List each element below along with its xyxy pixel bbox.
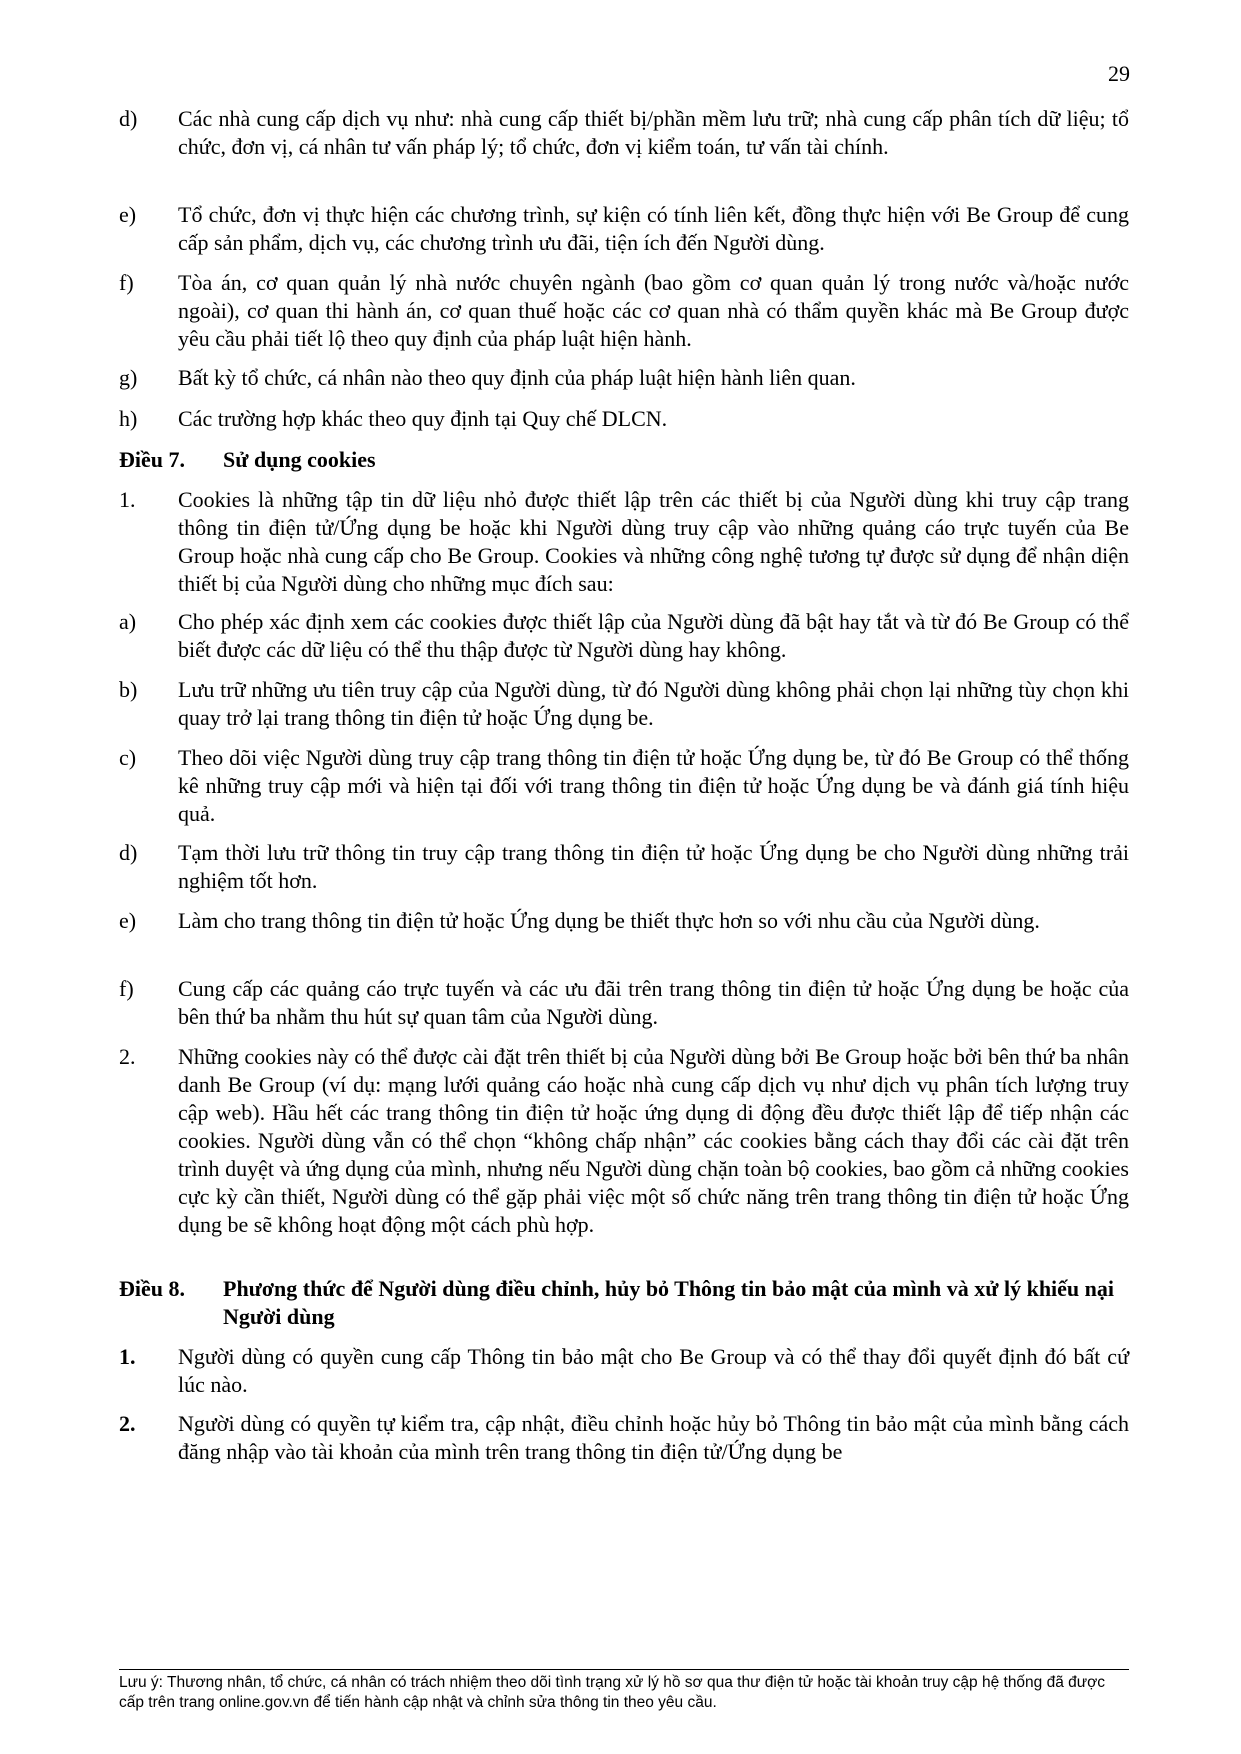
list-item-text: Các nhà cung cấp dịch vụ như: nhà cung cấp thiết bị/phần mềm lưu trữ; nhà cung cấp phân tích dữ liệu; tổ chức, đơn vị, cá nhân tư vấn pháp lý; tổ chức, đơn vị kiểm toán, tư vấn tài chính. (178, 106, 1129, 159)
list-item (119, 201, 1129, 257)
list-item-text: Người dùng có quyền tự kiểm tra, cập nhật, điều chỉnh hoặc hủy bỏ Thông tin bảo mật của mình bằng cách đăng nhập vào tài khoản của mình trên trang thông tin điện tử/Ứng dụng be (178, 1411, 1129, 1464)
article-8-title: Phương thức để Người dùng điều chỉnh, hủy bỏ Thông tin bảo mật của mình và xử lý khiếu nại Người dùng (223, 1276, 1115, 1329)
article-7-item (119, 486, 1129, 598)
list-item-text: Bất kỳ tổ chức, cá nhân nào theo quy định của pháp luật hiện hành liên quan. (178, 365, 856, 390)
article-7-item (119, 744, 1129, 828)
list-item-text: Tòa án, cơ quan quản lý nhà nước chuyên ngành (bao gồm cơ quan quản lý trong nước và/hoặc nước ngoài), cơ quan thi hành án, cơ quan thuế hoặc các cơ quan nhà có thẩm quyền khác mà Be Group được yêu cầu phải tiết lộ theo quy định của pháp luật hiện hành. (178, 270, 1129, 351)
page-number: 29 (1108, 61, 1130, 86)
list-item-label: d) (119, 840, 138, 865)
list-item-label: f) (119, 976, 134, 1001)
list-item-label: 1. (119, 1344, 136, 1369)
list-item-text: Tổ chức, đơn vị thực hiện các chương trình, sự kiện có tính liên kết, đồng thực hiện với Be Group để cung cấp sản phẩm, dịch vụ, các chương trình ưu đãi, tiện ích đến Người dùng. (178, 202, 1129, 255)
list-item-text: Các trường hợp khác theo quy định tại Quy chế DLCN. (178, 406, 668, 431)
list-item-label: c) (119, 745, 137, 770)
article-8-label: Điều 8. (119, 1276, 185, 1301)
list-item-label: b) (119, 677, 138, 702)
article-7-heading (119, 446, 1129, 474)
list-item (119, 405, 1129, 433)
article-8-heading (119, 1275, 1129, 1331)
article-7-label: Điều 7. (119, 447, 185, 472)
article-7-item (119, 907, 1129, 935)
article-8-item (119, 1410, 1129, 1466)
footer-divider (119, 1669, 1129, 1670)
article-7-item (119, 975, 1129, 1031)
list-item-label: d) (119, 106, 138, 131)
list-item-text: Những cookies này có thể được cài đặt trên thiết bị của Người dùng bởi Be Group hoặc bởi bên thứ ba nhân danh Be Group (ví dụ: mạng lưới quảng cáo hoặc nhà cung cấp dịch vụ như dịch vụ phân tích lượng truy cập web). Hầu hết các trang thông tin điện tử hoặc ứng dụng di động đều được thiết lập để tiếp nhận các cookies. Người dùng vẫn có thể chọn “không chấp nhận” các cookies bằng cách thay đổi các cài đặt trên trình duyệt và ứng dụng của mình, nhưng nếu Người dùng chặn toàn bộ cookies, bao gồm cả những cookies cực kỳ cần thiết, Người dùng có thể gặp phải việc một số chức năng trên trang thông tin điện tử hoặc Ứng dụng be sẽ không hoạt động một cách phù hợp. (178, 1044, 1129, 1237)
list-item-text: Người dùng có quyền cung cấp Thông tin bảo mật cho Be Group và có thể thay đổi quyết định đó bất cứ lúc nào. (178, 1344, 1129, 1397)
list-item-text: Tạm thời lưu trữ thông tin truy cập trang thông tin điện tử hoặc Ứng dụng be cho Người dùng những trải nghiệm tốt hơn. (178, 840, 1129, 893)
article-7-title: Sử dụng cookies (223, 447, 376, 472)
list-item-label: a) (119, 609, 137, 634)
list-item-text: Lưu trữ những ưu tiên truy cập của Người dùng, từ đó Người dùng không phải chọn lại những tùy chọn khi quay trở lại trang thông tin điện tử hoặc Ứng dụng be. (178, 677, 1129, 730)
list-item-label: g) (119, 365, 138, 390)
list-item-label: 2. (119, 1044, 136, 1069)
list-item-label: f) (119, 270, 134, 295)
list-item-text: Cung cấp các quảng cáo trực tuyến và các ưu đãi trên trang thông tin điện tử hoặc Ứng dụng be hoặc của bên thứ ba nhằm thu hút sự quan tâm của Người dùng. (178, 976, 1129, 1029)
article-7-item (119, 1043, 1129, 1239)
list-item-text: Làm cho trang thông tin điện tử hoặc Ứng dụng be thiết thực hơn so với nhu cầu của Người dùng. (178, 908, 1040, 933)
list-item-text: Theo dõi việc Người dùng truy cập trang thông tin điện tử hoặc Ứng dụng be, từ đó Be Group có thể thống kê những truy cập mới và hiện tại đối với trang thông tin điện tử hoặc Ứng dụng be và đánh giá tính hiệu quả. (178, 745, 1129, 826)
list-item-label: 2. (119, 1411, 136, 1436)
footer-note: Lưu ý: Thương nhân, tổ chức, cá nhân có trách nhiệm theo dõi tình trạng xử lý hồ sơ qua thư điện tử hoặc tài khoản truy cập hệ thống đã được cấp trên trang online.gov.vn để tiến hành cập nhật và chỉnh sửa thông tin theo yêu cầu. (119, 1674, 1106, 1711)
list-item-label: h) (119, 406, 138, 431)
list-item-label: 1. (119, 487, 136, 512)
list-item-label: e) (119, 908, 137, 933)
list-item-label: e) (119, 202, 137, 227)
list-item-text: Cookies là những tập tin dữ liệu nhỏ được thiết lập trên các thiết bị của Người dùng khi truy cập trang thông tin điện tử/Ứng dụng be hoặc khi Người dùng truy cập vào những quảng cáo trực tuyến của Be Group hoặc nhà cung cấp cho Be Group. Cookies và những công nghệ tương tự được sử dụng để nhận diện thiết bị của Người dùng cho những mục đích sau: (178, 487, 1129, 596)
article-7-item (119, 608, 1129, 664)
article-7-item (119, 839, 1129, 895)
article-7-item (119, 676, 1129, 732)
list-item (119, 364, 1129, 392)
list-item (119, 105, 1129, 161)
list-item-text: Cho phép xác định xem các cookies được thiết lập của Người dùng đã bật hay tắt và từ đó Be Group có thể biết được các dữ liệu có thể thu thập được từ Người dùng hay không. (178, 609, 1129, 662)
article-8-item (119, 1343, 1129, 1399)
list-item (119, 269, 1129, 353)
